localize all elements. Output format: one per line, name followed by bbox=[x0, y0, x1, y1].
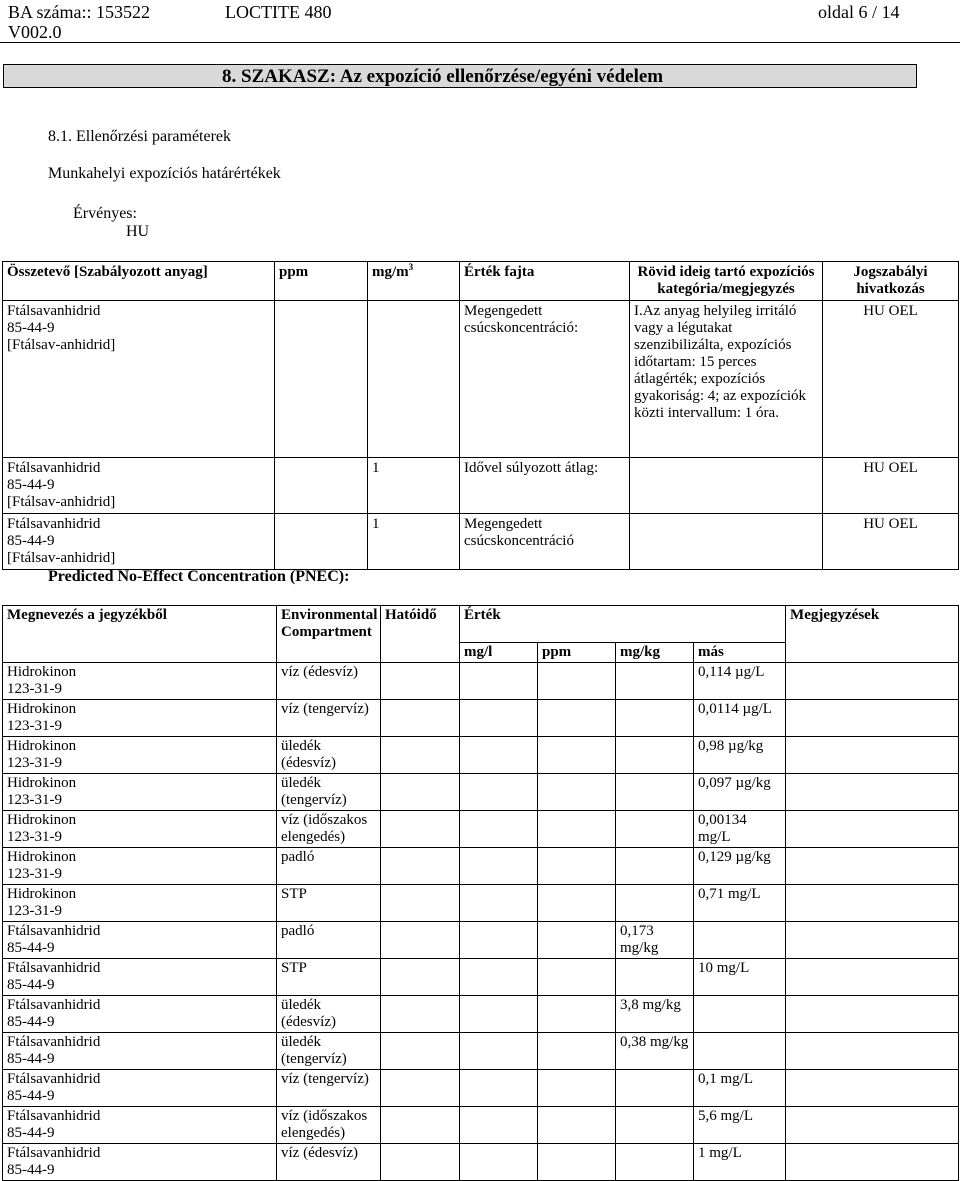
table-row bbox=[3, 884, 959, 921]
pnec-cell-remarks bbox=[786, 921, 959, 958]
pnec-cell-other: 10 mg/L bbox=[694, 958, 786, 995]
pnec-cell-name: Ftálsavanhidrid 85-44-9 bbox=[3, 1143, 277, 1180]
pnec-cell-mgkg bbox=[616, 884, 694, 921]
pnec-header-row bbox=[3, 606, 959, 643]
header-legal: Jogszabályi hivatkozás bbox=[823, 262, 959, 301]
pnec-header-duration: Hatóidő bbox=[381, 606, 460, 643]
pnec-cell-mgl bbox=[460, 1106, 538, 1143]
table-row bbox=[3, 995, 959, 1032]
row-component: Ftálsavanhidrid 85-44-9 [Ftálsav-anhidrid] bbox=[3, 514, 275, 570]
pnec-cell-compartment: STP bbox=[277, 884, 381, 921]
row-component: Ftálsavanhidrid 85-44-9 [Ftálsav-anhidrid] bbox=[3, 458, 275, 514]
pnec-cell-compartment: üledék (tengervíz) bbox=[277, 773, 381, 810]
pnec-cell-mgl bbox=[460, 847, 538, 884]
table-row bbox=[3, 1106, 959, 1143]
pnec-cell-compartment: üledék (tengervíz) bbox=[277, 1032, 381, 1069]
pnec-cell-duration bbox=[381, 662, 460, 699]
pnec-cell-name: Hidrokinon 123-31-9 bbox=[3, 699, 277, 736]
pnec-cell-remarks bbox=[786, 847, 959, 884]
pnec-cell-mgkg bbox=[616, 958, 694, 995]
pnec-cell-compartment: víz (édesvíz) bbox=[277, 1143, 381, 1180]
pnec-cell-duration bbox=[381, 1143, 460, 1180]
pnec-cell-ppm bbox=[538, 1032, 616, 1069]
pnec-cell-name: Hidrokinon 123-31-9 bbox=[3, 884, 277, 921]
pnec-cell-compartment: víz (édesvíz) bbox=[277, 662, 381, 699]
table-row bbox=[3, 921, 959, 958]
pnec-cell-remarks bbox=[786, 736, 959, 773]
pnec-cell-mgkg bbox=[616, 1106, 694, 1143]
pnec-cell-duration bbox=[381, 1106, 460, 1143]
row-short-term bbox=[630, 458, 823, 514]
pnec-cell-mgl bbox=[460, 1143, 538, 1180]
pnec-cell-other: 0,0114 µg/L bbox=[694, 699, 786, 736]
row-value-type: Idővel súlyozott átlag: bbox=[460, 458, 630, 514]
pnec-cell-remarks bbox=[786, 995, 959, 1032]
pnec-cell-other bbox=[694, 995, 786, 1032]
pnec-cell-mgl bbox=[460, 736, 538, 773]
pnec-cell-remarks bbox=[786, 1106, 959, 1143]
pnec-cell-ppm bbox=[538, 736, 616, 773]
pnec-cell-mgl bbox=[460, 884, 538, 921]
pnec-cell-other: 0,097 µg/kg bbox=[694, 773, 786, 810]
pnec-cell-compartment: üledék (édesvíz) bbox=[277, 736, 381, 773]
table-row bbox=[3, 1069, 959, 1106]
pnec-cell-name: Hidrokinon 123-31-9 bbox=[3, 773, 277, 810]
section-title: 8. SZAKASZ: Az expozíció ellenőrzése/egyéni védelem bbox=[222, 66, 664, 87]
pnec-cell-ppm bbox=[538, 773, 616, 810]
header-mgm3-sup: 3 bbox=[408, 262, 414, 272]
pnec-cell-compartment: víz (időszakos elengedés) bbox=[277, 810, 381, 847]
version: V002.0 bbox=[8, 22, 62, 42]
pnec-cell-mgkg bbox=[616, 736, 694, 773]
table-row bbox=[3, 458, 959, 514]
pnec-cell-compartment: padló bbox=[277, 847, 381, 884]
pnec-cell-ppm bbox=[538, 995, 616, 1032]
pnec-subheader-empty bbox=[786, 642, 959, 662]
pnec-cell-compartment: STP bbox=[277, 958, 381, 995]
pnec-header-value: Érték bbox=[460, 606, 786, 643]
pnec-cell-ppm bbox=[538, 847, 616, 884]
pnec-subheader-empty bbox=[3, 642, 277, 662]
pnec-cell-mgkg: 3,8 mg/kg bbox=[616, 995, 694, 1032]
pnec-cell-name: Ftálsavanhidrid 85-44-9 bbox=[3, 1032, 277, 1069]
pnec-cell-compartment: padló bbox=[277, 921, 381, 958]
row-ppm bbox=[275, 514, 368, 570]
pnec-cell-other: 0,114 µg/L bbox=[694, 662, 786, 699]
pnec-cell-mgkg bbox=[616, 810, 694, 847]
pnec-cell-duration bbox=[381, 847, 460, 884]
header-short-term: Rövid ideig tartó expozíciós kategória/megjegyzés bbox=[630, 262, 823, 301]
pnec-cell-mgkg bbox=[616, 1069, 694, 1106]
pnec-cell-compartment: üledék (édesvíz) bbox=[277, 995, 381, 1032]
table-row bbox=[3, 958, 959, 995]
pnec-cell-ppm bbox=[538, 810, 616, 847]
row-value-type: Megengedett csúcskoncentráció: bbox=[460, 301, 630, 458]
pnec-cell-mgkg bbox=[616, 699, 694, 736]
pnec-cell-mgl bbox=[460, 921, 538, 958]
pnec-cell-ppm bbox=[538, 958, 616, 995]
pnec-cell-duration bbox=[381, 995, 460, 1032]
pnec-cell-duration bbox=[381, 773, 460, 810]
product-name: LOCTITE 480 bbox=[225, 2, 332, 22]
pnec-cell-other: 0,00134 mg/L bbox=[694, 810, 786, 847]
pnec-header-mgl: mg/l bbox=[460, 642, 538, 662]
table-row bbox=[3, 514, 959, 570]
pnec-cell-other bbox=[694, 1032, 786, 1069]
row-component: Ftálsavanhidrid 85-44-9 [Ftálsav-anhidrid] bbox=[3, 301, 275, 458]
pnec-header-remarks: Megjegyzések bbox=[786, 606, 959, 643]
pnec-header-other: más bbox=[694, 642, 786, 662]
pnec-cell-duration bbox=[381, 1069, 460, 1106]
header-rule bbox=[0, 42, 960, 43]
pnec-cell-remarks bbox=[786, 773, 959, 810]
subsection-title: 8.1. Ellenőrzési paraméterek bbox=[48, 128, 232, 145]
valid-value: HU bbox=[126, 223, 150, 240]
pnec-table bbox=[2, 605, 959, 1181]
header-component: Összetevő [Szabályozott anyag] bbox=[3, 262, 275, 301]
pnec-cell-compartment: víz (időszakos elengedés) bbox=[277, 1106, 381, 1143]
row-legal: HU OEL bbox=[823, 458, 959, 514]
pnec-cell-ppm bbox=[538, 1069, 616, 1106]
pnec-cell-remarks bbox=[786, 1069, 959, 1106]
pnec-cell-other bbox=[694, 921, 786, 958]
pnec-cell-duration bbox=[381, 884, 460, 921]
header-mgm3 bbox=[368, 262, 460, 301]
pnec-cell-mgkg: 0,173 mg/kg bbox=[616, 921, 694, 958]
table-row bbox=[3, 301, 959, 458]
ba-number: BA száma:: 153522 bbox=[8, 2, 150, 22]
pnec-cell-mgl bbox=[460, 995, 538, 1032]
pnec-header-mgkg: mg/kg bbox=[616, 642, 694, 662]
pnec-cell-name: Ftálsavanhidrid 85-44-9 bbox=[3, 1106, 277, 1143]
pnec-cell-ppm bbox=[538, 1106, 616, 1143]
pnec-cell-other: 0,71 mg/L bbox=[694, 884, 786, 921]
pnec-header-name: Megnevezés a jegyzékből bbox=[3, 606, 277, 643]
pnec-cell-remarks bbox=[786, 1032, 959, 1069]
pnec-cell-remarks bbox=[786, 1143, 959, 1180]
page-number: oldal 6 / 14 bbox=[818, 2, 900, 22]
pnec-cell-name: Ftálsavanhidrid 85-44-9 bbox=[3, 1069, 277, 1106]
row-legal: HU OEL bbox=[823, 301, 959, 458]
row-ppm bbox=[275, 458, 368, 514]
pnec-cell-name: Ftálsavanhidrid 85-44-9 bbox=[3, 921, 277, 958]
table-row bbox=[3, 773, 959, 810]
pnec-body bbox=[3, 662, 959, 1180]
pnec-cell-remarks bbox=[786, 699, 959, 736]
pnec-cell-mgl bbox=[460, 1069, 538, 1106]
pnec-cell-ppm bbox=[538, 1143, 616, 1180]
pnec-cell-compartment: víz (tengervíz) bbox=[277, 1069, 381, 1106]
pnec-cell-name: Hidrokinon 123-31-9 bbox=[3, 736, 277, 773]
row-legal: HU OEL bbox=[823, 514, 959, 570]
pnec-cell-name: Hidrokinon 123-31-9 bbox=[3, 662, 277, 699]
pnec-cell-other: 0,98 µg/kg bbox=[694, 736, 786, 773]
pnec-cell-remarks bbox=[786, 662, 959, 699]
pnec-subheader-empty bbox=[381, 642, 460, 662]
row-short-term: I.Az anyag helyileg irritáló vagy a légutakat szenzibilizálta, expozíciós időtartam: 15 perces átlagérték; expozíciós gyakoriság: 4; az expozíciók közti intervallum: 1 óra. bbox=[630, 301, 823, 458]
pnec-cell-ppm bbox=[538, 884, 616, 921]
row-mgm3 bbox=[368, 301, 460, 458]
pnec-cell-mgl bbox=[460, 1032, 538, 1069]
pnec-cell-other: 5,6 mg/L bbox=[694, 1106, 786, 1143]
table-row bbox=[3, 847, 959, 884]
pnec-header-ppm: ppm bbox=[538, 642, 616, 662]
pnec-cell-mgl bbox=[460, 958, 538, 995]
valid-label: Érvényes: bbox=[73, 205, 137, 222]
row-short-term bbox=[630, 514, 823, 570]
pnec-cell-mgl bbox=[460, 662, 538, 699]
pnec-cell-duration bbox=[381, 699, 460, 736]
pnec-title: Predicted No-Effect Concentration (PNEC): bbox=[48, 568, 350, 585]
pnec-cell-mgl bbox=[460, 810, 538, 847]
header-mgm3-text: mg/m bbox=[372, 264, 409, 280]
row-ppm bbox=[275, 301, 368, 458]
header-value-type: Érték fajta bbox=[460, 262, 630, 301]
table-row bbox=[3, 1143, 959, 1180]
pnec-cell-ppm bbox=[538, 921, 616, 958]
pnec-cell-duration bbox=[381, 810, 460, 847]
row-mgm3: 1 bbox=[368, 514, 460, 570]
pnec-cell-name: Hidrokinon 123-31-9 bbox=[3, 810, 277, 847]
pnec-cell-name: Hidrokinon 123-31-9 bbox=[3, 847, 277, 884]
pnec-cell-name: Ftálsavanhidrid 85-44-9 bbox=[3, 958, 277, 995]
table-row bbox=[3, 1032, 959, 1069]
table-row bbox=[3, 736, 959, 773]
pnec-subheader-row bbox=[3, 642, 959, 662]
pnec-cell-duration bbox=[381, 1032, 460, 1069]
pnec-cell-other: 1 mg/L bbox=[694, 1143, 786, 1180]
header-ppm: ppm bbox=[275, 262, 368, 301]
pnec-cell-other: 0,1 mg/L bbox=[694, 1069, 786, 1106]
row-mgm3: 1 bbox=[368, 458, 460, 514]
pnec-cell-remarks bbox=[786, 810, 959, 847]
table-row bbox=[3, 810, 959, 847]
pnec-cell-remarks bbox=[786, 884, 959, 921]
pnec-cell-name: Ftálsavanhidrid 85-44-9 bbox=[3, 995, 277, 1032]
pnec-cell-duration bbox=[381, 958, 460, 995]
pnec-cell-mgl bbox=[460, 773, 538, 810]
pnec-cell-mgkg bbox=[616, 847, 694, 884]
pnec-cell-ppm bbox=[538, 662, 616, 699]
pnec-header-compartment: Environmental Compartment bbox=[277, 606, 381, 643]
table-row bbox=[3, 699, 959, 736]
subsection-subtitle: Munkahelyi expozíciós határértékek bbox=[48, 165, 281, 182]
table-header-row bbox=[3, 262, 959, 301]
pnec-cell-ppm bbox=[538, 699, 616, 736]
pnec-cell-mgl bbox=[460, 699, 538, 736]
pnec-cell-duration bbox=[381, 921, 460, 958]
table-row bbox=[3, 662, 959, 699]
row-value-type: Megengedett csúcskoncentráció bbox=[460, 514, 630, 570]
pnec-cell-mgkg bbox=[616, 773, 694, 810]
pnec-cell-mgkg bbox=[616, 662, 694, 699]
pnec-cell-mgkg: 0,38 mg/kg bbox=[616, 1032, 694, 1069]
pnec-cell-remarks bbox=[786, 958, 959, 995]
pnec-cell-duration bbox=[381, 736, 460, 773]
pnec-subheader-empty bbox=[277, 642, 381, 662]
pnec-cell-mgkg bbox=[616, 1143, 694, 1180]
workplace-limits-table bbox=[2, 261, 959, 570]
pnec-cell-other: 0,129 µg/kg bbox=[694, 847, 786, 884]
pnec-cell-compartment: víz (tengervíz) bbox=[277, 699, 381, 736]
